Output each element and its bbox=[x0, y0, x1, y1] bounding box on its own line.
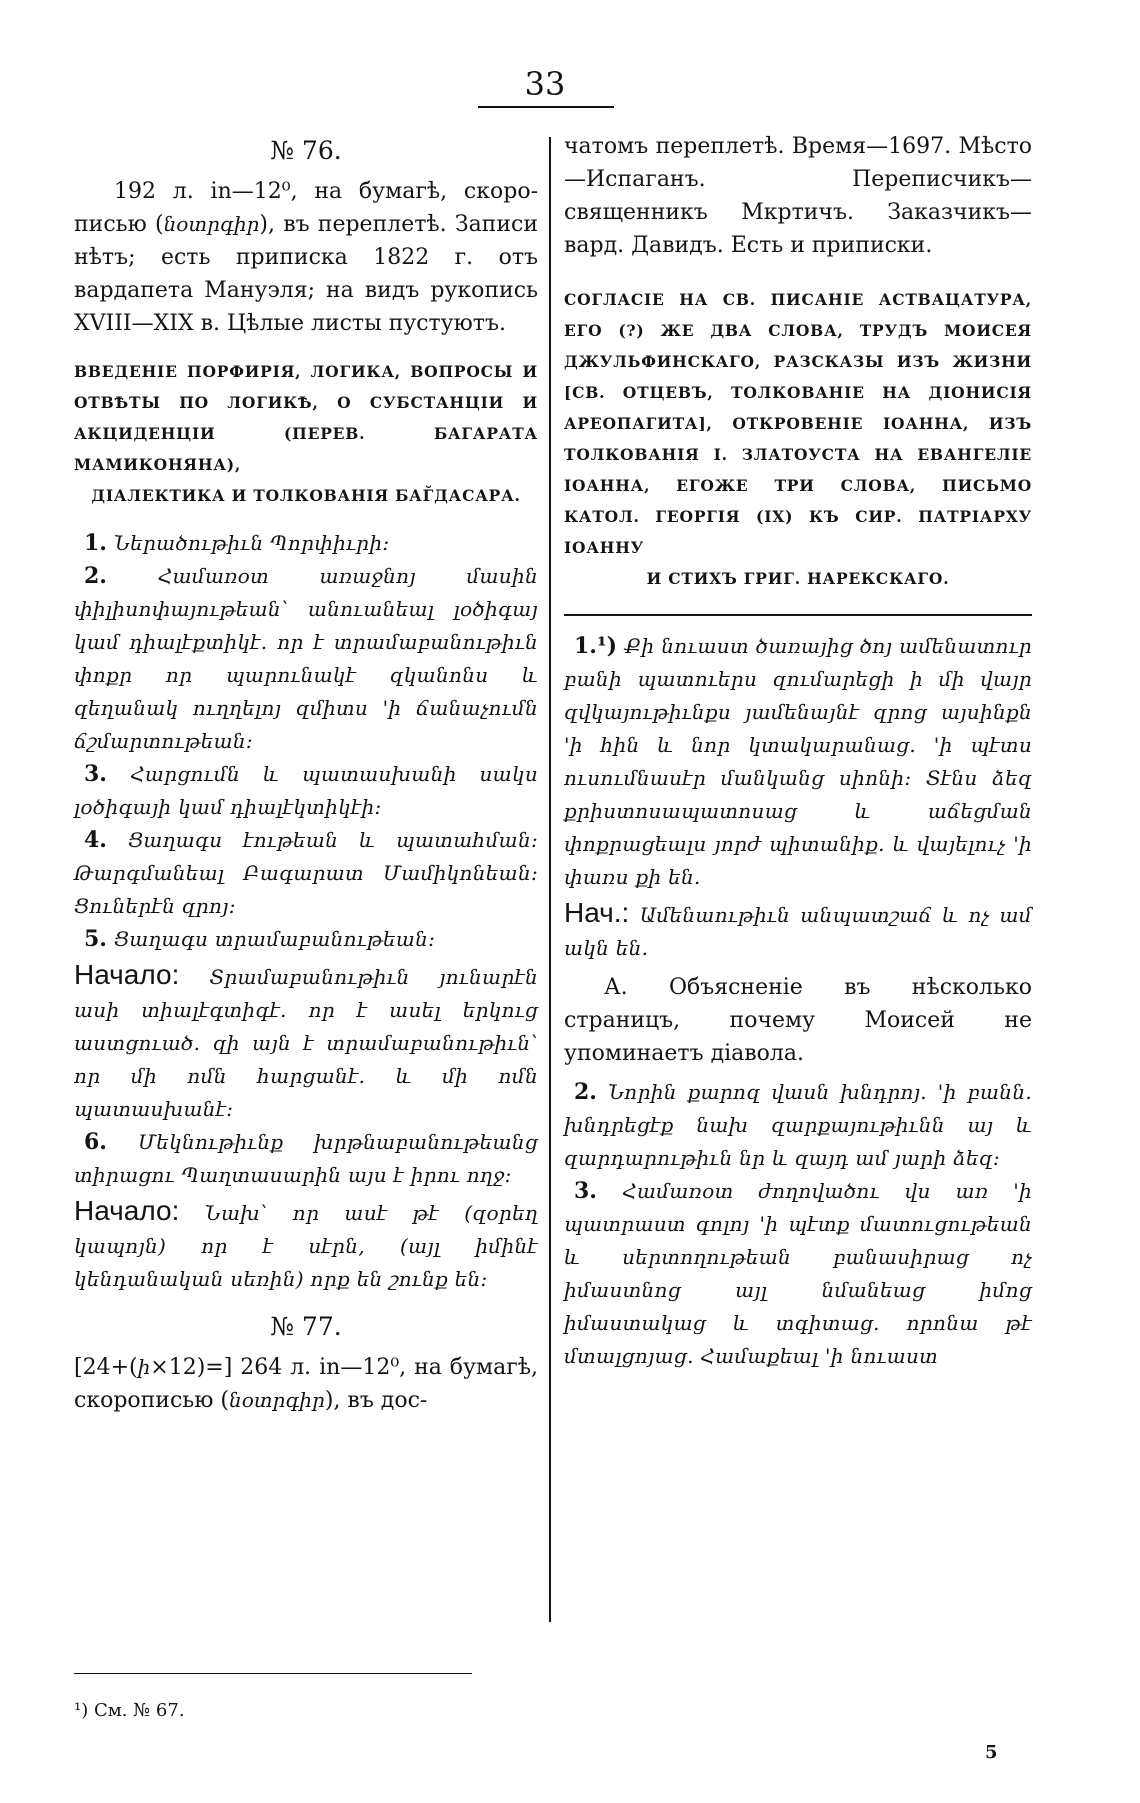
contents-text: ВВЕДЕНІЕ ПОРФИРІЯ, ЛОГИКА, ВОПРОСЫ И ОТВѢТЫ ПО ЛОГИКѢ, О СУБСТАНЦІИ И АКЦИДЕНЦІИ (ПЕРЕВ. БАГАРАТА МАМИКОНЯНА), bbox=[74, 362, 538, 474]
incipit-label: Начало: bbox=[74, 959, 180, 990]
right-item-2 bbox=[564, 1076, 1032, 1175]
item-1 bbox=[74, 527, 538, 560]
item-text: Նորին քարոզ վասն խնդրոյ. 'ի բանն. խնդրեցէք նախ զարքայութիւնն այ և զարդարութիւն նր և զայդ ամ յարի ձեզ: bbox=[564, 1080, 1032, 1170]
desc-part: ), въ дос- bbox=[324, 1388, 428, 1413]
item-3 bbox=[74, 758, 538, 824]
incipit-label: Начало: bbox=[74, 1195, 180, 1226]
item-text: Համառօտ ժողովածու վս առ 'ի պատրաստ գոլոյ 'ի պէտք մատուցութեան և սերտողութեան բանասիրաց ոչ իմաստնոց այլ նմանեաց իմոց իմաստակաց և տգիտաց. որոնա թէ մտալցոյաց. Համաքեալ 'ի նուաստ bbox=[564, 1179, 1032, 1368]
item-text: Ներածութիւն Պորփիւրի: bbox=[113, 531, 390, 555]
item-number: 3. bbox=[84, 761, 107, 787]
item-number: 3. bbox=[574, 1178, 597, 1204]
incipit-text: Ամենաութիւն անպատշաճ և ոչ ամ ակն են. bbox=[564, 903, 1032, 960]
item-6 bbox=[74, 1126, 538, 1192]
item-text: Քի նուաստ ծառայից ծոյ ամենատուր բանի պատուերս զումարեցի ի մի վայր զվկայութիւնքս յամենայնէ զրոց այսինքն 'ի հին և նոր կտակարանաց. 'ի պէտս ուսումնասէր մանկանց սիոնի: Տէնս ձեզ քրիստոսապատոսաց և աճեցման փոքրացեալս յորժ պիտանիք. և վայելուչ 'ի փառս քի են. bbox=[564, 634, 1032, 889]
contents-last-line: И СТИХЪ ГРИГ. НАРЕКСКАГО. bbox=[646, 569, 950, 588]
incipit-text: Տրամաբանութիւն յունարէն ասի տիալէգտիգէ. որ է ասել երկուց աստցուած. զի այն է տրամաբանութիւն՝ որ մի ոմն հարցանէ. և մի ոմն պատասխանէ: bbox=[74, 965, 539, 1121]
entry-76-contents bbox=[74, 356, 538, 511]
desc-armenian: նօտրգիր bbox=[163, 212, 260, 236]
section-rule bbox=[564, 614, 1032, 616]
item-number: 5. bbox=[84, 926, 107, 952]
incipit-label: Нач.: bbox=[564, 897, 630, 928]
item-number: 2. bbox=[84, 563, 107, 589]
incipit-2 bbox=[74, 1194, 538, 1296]
contents-text: СОГЛАСІЕ НА СВ. ПИСАНІЕ АСТВАЦАТУРА, ЕГО (?) ЖЕ ДВА СЛОВА, ТРУДЪ МОИСЕЯ ДЖУЛЬФИНСКАГО, РАЗСКАЗЫ ИЗЪ ЖИЗНИ [СВ. ОТЦЕВЪ, ТОЛКОВАНІЕ НА ДІОНИСІЯ АРЕОПАГИТА], ОТКРОВЕНІЕ ІОАННА, ИЗЪ ТОЛКОВАНІЯ І. ЗЛАТОУСТА НА ЕВАНГЕЛІЕ ІОАННА, ЕГОЖЕ ТРИ СЛОВА, ПИСЬМО КАТОЛ. ГЕОРГІЯ (IX) КЪ СИР. ПАТРІАРХУ ІОАННУ bbox=[564, 290, 1032, 557]
entry-76-description bbox=[74, 175, 538, 340]
entry-77-continuation: чатомъ переплетѣ. Время—1697. Мѣсто—Испаганъ. Переписчикъ—священникъ Мкртичъ. Заказчикъ—вард. Давидъ. Есть и приписки. bbox=[564, 134, 1032, 258]
desc-part: [24+( bbox=[74, 1355, 138, 1380]
column-divider bbox=[549, 137, 551, 1622]
desc-part: ), въ переплетѣ. Записи нѣтъ; есть приписка 1822 г. отъ вардапета Мануэля; на видъ рукопись XVIII—XIX в. Цѣлые листы пустуютъ. bbox=[74, 212, 538, 336]
page-number: 33 bbox=[524, 65, 566, 103]
item-number: 2. bbox=[574, 1079, 597, 1105]
right-column bbox=[564, 130, 1032, 1373]
item-4 bbox=[74, 824, 538, 923]
explanation-a: А. Объясненіе въ нѣсколько страницъ, почему Моисей не упоминаетъ діавола. bbox=[564, 975, 1032, 1066]
entry-77-heading: № 77. bbox=[270, 1312, 342, 1341]
item-number: 1. bbox=[84, 530, 107, 556]
item-5 bbox=[74, 923, 538, 956]
item-number: 1.¹) bbox=[574, 633, 618, 659]
desc-part: ×12)=] 264 л. in—12⁰, на бумагѣ, скорописью ( bbox=[74, 1355, 538, 1413]
item-number: 4. bbox=[84, 827, 107, 853]
entry-77-contents bbox=[564, 284, 1032, 594]
item-text: Համառօտ առաջնոյ մասին փիլիսոփայութեան՝ անուանեալ լօծիգայ կամ դիալէքտիկէ. որ է տրամաբանութիւն փոքր որ պարունակէ զկանոնս և զեղանակ ուղղելոյ զմիտս 'ի ճանաչումն ճշմարտութեան: bbox=[74, 564, 538, 753]
left-column bbox=[74, 130, 538, 1417]
entry-76-heading: № 76. bbox=[270, 136, 342, 165]
item-text: Հարցումն և պատասխանի սակս լօծիգայի կամ դիալէկտիկէի: bbox=[74, 762, 538, 819]
item-number: 6. bbox=[84, 1129, 107, 1155]
desc-part: 192 л. in—12⁰, на бумагѣ, скоро-писью ( bbox=[74, 179, 538, 237]
right-item-1 bbox=[564, 630, 1032, 894]
desc-armenian: նօտրգիր bbox=[229, 1388, 325, 1412]
desc-armenian: ի bbox=[137, 1355, 151, 1379]
item-text: Մեկնութիւնք խրթնաբանութեանց տիրացու Պաղտասարին այս է իրու ողջ: bbox=[74, 1130, 538, 1187]
right-item-3 bbox=[564, 1175, 1032, 1373]
item-text: Ցաղագս տրամաբանութեան: bbox=[113, 927, 436, 951]
incipit-text: Նախ՝ որ ասէ թէ (զօրեղ կապոյն) որ է սէրն, (այլ իմինէ կենդանական սեռին) որք են շունք են: bbox=[74, 1201, 538, 1291]
page-number-rule bbox=[478, 106, 614, 108]
signature-mark: 5 bbox=[985, 1742, 998, 1763]
entry-77-description bbox=[74, 1351, 538, 1417]
right-incipit bbox=[564, 896, 1032, 965]
footnote-rule bbox=[74, 1673, 472, 1674]
item-2 bbox=[74, 560, 538, 758]
footnote: ¹) См. № 67. bbox=[74, 1700, 185, 1721]
incipit-1 bbox=[74, 958, 538, 1126]
contents-last-line: ДІАЛЕКТИКА И ТОЛКОВАНІЯ БАГ̆ДАСАРА. bbox=[91, 486, 521, 505]
item-text: Ցաղագս էութեան և պատահման: Թարգմանեալ Բագարատ Մամիկոնեան: Ցուներէն զրոյ: bbox=[74, 828, 538, 918]
